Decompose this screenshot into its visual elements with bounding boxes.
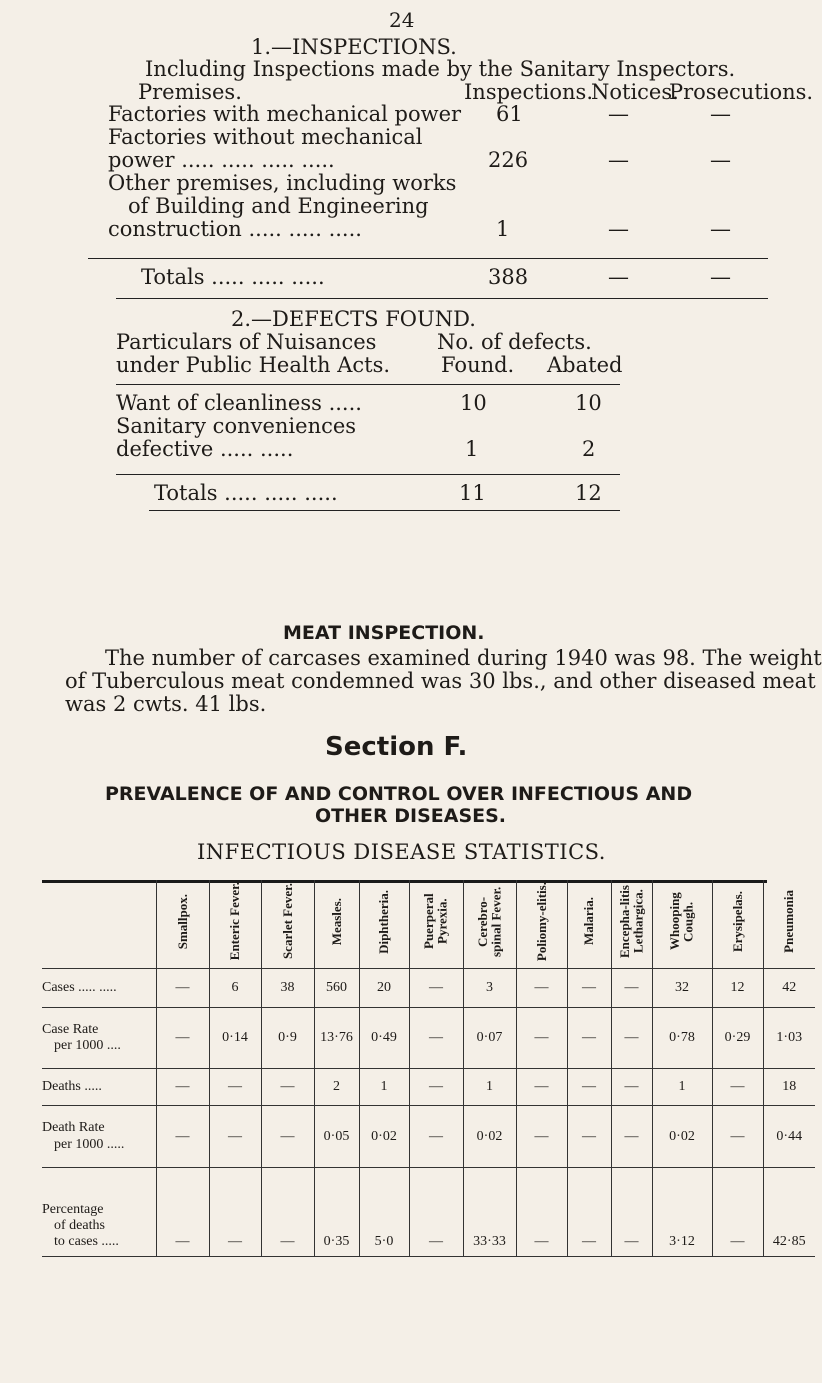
table-cell: — xyxy=(209,1168,261,1257)
table-cell: 1 xyxy=(652,1069,712,1106)
defect-row-found: 1 xyxy=(465,437,479,461)
column-header: Scarlet Fever. xyxy=(261,880,314,969)
table-cell: — xyxy=(409,1008,463,1069)
table-cell: 20 xyxy=(359,969,409,1008)
defect-totals-found: 11 xyxy=(459,481,486,505)
meat-paragraph-line: of Tuberculous meat condemned was 30 lbs., and other diseased meat xyxy=(65,669,816,693)
col-notices-header: Notices. xyxy=(591,80,679,104)
divider xyxy=(116,474,620,475)
row-label: Percentage of deaths to cases ..... xyxy=(42,1168,156,1257)
table-cell: 42·85 xyxy=(763,1168,815,1257)
table-cell: — xyxy=(156,1008,209,1069)
column-header: Smallpox. xyxy=(156,880,209,969)
table-cell: — xyxy=(712,1069,763,1106)
row-label: construction ..... ..... ..... xyxy=(108,217,362,241)
table-cell: — xyxy=(567,1168,611,1257)
column-header: Pneumonia xyxy=(763,880,815,969)
row-label: power ..... ..... ..... ..... xyxy=(108,148,335,172)
table-cell: — xyxy=(261,1168,314,1257)
divider xyxy=(149,510,620,511)
table-cell: 38 xyxy=(261,969,314,1008)
row-label: Deaths ..... xyxy=(42,1069,156,1106)
table-cell: 6 xyxy=(209,969,261,1008)
table-cell: 0·35 xyxy=(314,1168,359,1257)
col-abated-header: Abated xyxy=(547,353,623,377)
statistics-heading: INFECTIOUS DISEASE STATISTICS. xyxy=(197,840,606,864)
totals-notices: — xyxy=(608,265,629,289)
table-cell: — xyxy=(611,1069,652,1106)
table-cell: 0·02 xyxy=(463,1106,516,1168)
table-cell: — xyxy=(712,1106,763,1168)
column-header: Encepha-litis Lethargica. xyxy=(611,880,652,969)
col-particulars-header: Particulars of Nuisances xyxy=(116,330,377,354)
table-cell: — xyxy=(409,1106,463,1168)
row-notices: — xyxy=(608,148,629,172)
infectious-disease-statistics-table xyxy=(42,880,815,1257)
table-cell: — xyxy=(611,1008,652,1069)
table-cell: 0·05 xyxy=(314,1106,359,1168)
table-cell: 1·03 xyxy=(763,1008,815,1069)
table-cell: — xyxy=(409,1168,463,1257)
row-label: Factories without mechanical xyxy=(108,125,423,149)
section-heading: OTHER DISEASES. xyxy=(315,805,507,827)
defect-row-found: 10 xyxy=(460,391,487,415)
defect-totals-label: Totals ..... ..... ..... xyxy=(154,481,338,505)
row-label: Other premises, including works xyxy=(108,171,457,195)
table-row xyxy=(42,969,815,1008)
totals-inspections: 388 xyxy=(488,265,529,289)
table-cell: 5·0 xyxy=(359,1168,409,1257)
defect-row-label: Sanitary conveniences xyxy=(116,414,357,438)
col-no-defects-header: No. of defects. xyxy=(437,330,592,354)
column-header: Erysipelas. xyxy=(712,880,763,969)
column-header: Measles. xyxy=(314,880,359,969)
divider xyxy=(116,298,768,299)
defect-row-label: defective ..... ..... xyxy=(116,437,294,461)
table-header-row xyxy=(42,880,815,969)
table-cell: 0·78 xyxy=(652,1008,712,1069)
column-header: Whooping Cough. xyxy=(652,880,712,969)
table-cell: — xyxy=(156,1069,209,1106)
row-label: of Building and Engineering xyxy=(128,194,429,218)
page-number: 24 xyxy=(389,8,415,32)
header-blank-cell xyxy=(42,880,156,969)
table-row xyxy=(42,1069,815,1106)
table-cell: — xyxy=(516,1106,567,1168)
table-cell: — xyxy=(209,1069,261,1106)
table-cell: — xyxy=(567,1069,611,1106)
row-label: Cases ..... ..... xyxy=(42,969,156,1008)
table-cell: — xyxy=(611,969,652,1008)
table-cell: 3 xyxy=(463,969,516,1008)
table-cell: — xyxy=(567,1008,611,1069)
row-inspections: 61 xyxy=(496,102,523,126)
table-cell: 3·12 xyxy=(652,1168,712,1257)
meat-title: MEAT INSPECTION. xyxy=(283,622,485,644)
defect-totals-abated: 12 xyxy=(575,481,602,505)
row-prosecutions: — xyxy=(710,148,731,172)
column-header: Poliomy-elitis. xyxy=(516,880,567,969)
col-inspections-header: Inspections. xyxy=(464,80,594,104)
table-cell: 0·14 xyxy=(209,1008,261,1069)
divider xyxy=(88,258,768,259)
table-cell: — xyxy=(261,1069,314,1106)
table-cell: — xyxy=(516,1168,567,1257)
col-particulars-header: under Public Health Acts. xyxy=(116,353,391,377)
table-cell: 0·49 xyxy=(359,1008,409,1069)
col-found-header: Found. xyxy=(441,353,515,377)
table-cell: 33·33 xyxy=(463,1168,516,1257)
table-cell: — xyxy=(209,1106,261,1168)
table-cell: 42 xyxy=(763,969,815,1008)
table-cell: — xyxy=(567,1106,611,1168)
table-cell: — xyxy=(409,1069,463,1106)
totals-prosecutions: — xyxy=(710,265,731,289)
column-header: Enteric Fever. xyxy=(209,880,261,969)
table-row xyxy=(42,1106,815,1168)
table-cell: — xyxy=(156,1106,209,1168)
table-cell: — xyxy=(409,969,463,1008)
column-header: Cerebro-spinal Fever. xyxy=(463,880,516,969)
table-cell: — xyxy=(156,1168,209,1257)
table-cell: 1 xyxy=(359,1069,409,1106)
table-cell: — xyxy=(156,969,209,1008)
inspections-title: 1.—INSPECTIONS. xyxy=(251,35,457,59)
row-inspections: 226 xyxy=(488,148,529,172)
col-prosecutions-header: Prosecutions. xyxy=(669,80,814,104)
table-cell: 0·9 xyxy=(261,1008,314,1069)
table-cell: — xyxy=(567,969,611,1008)
meat-paragraph-line: was 2 cwts. 41 lbs. xyxy=(65,692,267,716)
totals-label: Totals ..... ..... ..... xyxy=(141,265,325,289)
row-label: Death Rate per 1000 ..... xyxy=(42,1106,156,1168)
table-cell: — xyxy=(712,1168,763,1257)
defect-row-abated: 10 xyxy=(575,391,602,415)
row-label: Factories with mechanical power xyxy=(108,102,462,126)
row-notices: — xyxy=(608,217,629,241)
table-cell: — xyxy=(611,1106,652,1168)
table-cell: — xyxy=(516,1069,567,1106)
table-cell: 0·44 xyxy=(763,1106,815,1168)
section-title: Section F. xyxy=(325,732,468,762)
divider xyxy=(116,384,620,385)
table-row xyxy=(42,1008,815,1069)
table-cell: 560 xyxy=(314,969,359,1008)
table-cell: 0·07 xyxy=(463,1008,516,1069)
table-row xyxy=(42,1168,815,1257)
row-prosecutions: — xyxy=(710,217,731,241)
defects-title: 2.—DEFECTS FOUND. xyxy=(231,307,476,331)
table-cell: 32 xyxy=(652,969,712,1008)
row-notices: — xyxy=(608,102,629,126)
table-cell: 2 xyxy=(314,1069,359,1106)
table-cell: — xyxy=(516,1008,567,1069)
table-cell: 18 xyxy=(763,1069,815,1106)
column-header: Malaria. xyxy=(567,880,611,969)
row-label: Case Rate per 1000 .... xyxy=(42,1008,156,1069)
table-cell: — xyxy=(516,969,567,1008)
table-cell: — xyxy=(611,1168,652,1257)
table-cell: 13·76 xyxy=(314,1008,359,1069)
row-prosecutions: — xyxy=(710,102,731,126)
column-header: Puerperal Pyrexia. xyxy=(409,880,463,969)
inspections-subtitle: Including Inspections made by the Sanitary Inspectors. xyxy=(145,57,736,81)
defect-row-abated: 2 xyxy=(582,437,596,461)
table-cell: — xyxy=(261,1106,314,1168)
defect-row-label: Want of cleanliness ..... xyxy=(116,391,362,415)
table-cell: 1 xyxy=(463,1069,516,1106)
row-inspections: 1 xyxy=(496,217,510,241)
meat-paragraph-line: The number of carcases examined during 1940 was 98. The weight xyxy=(105,646,822,670)
col-premises-header: Premises. xyxy=(138,80,242,104)
table-cell: 12 xyxy=(712,969,763,1008)
table-cell: 0·29 xyxy=(712,1008,763,1069)
column-header: Diphtheria. xyxy=(359,880,409,969)
table-cell: 0·02 xyxy=(359,1106,409,1168)
section-heading: PREVALENCE OF AND CONTROL OVER INFECTIOUS AND xyxy=(105,783,693,805)
table-cell: 0·02 xyxy=(652,1106,712,1168)
